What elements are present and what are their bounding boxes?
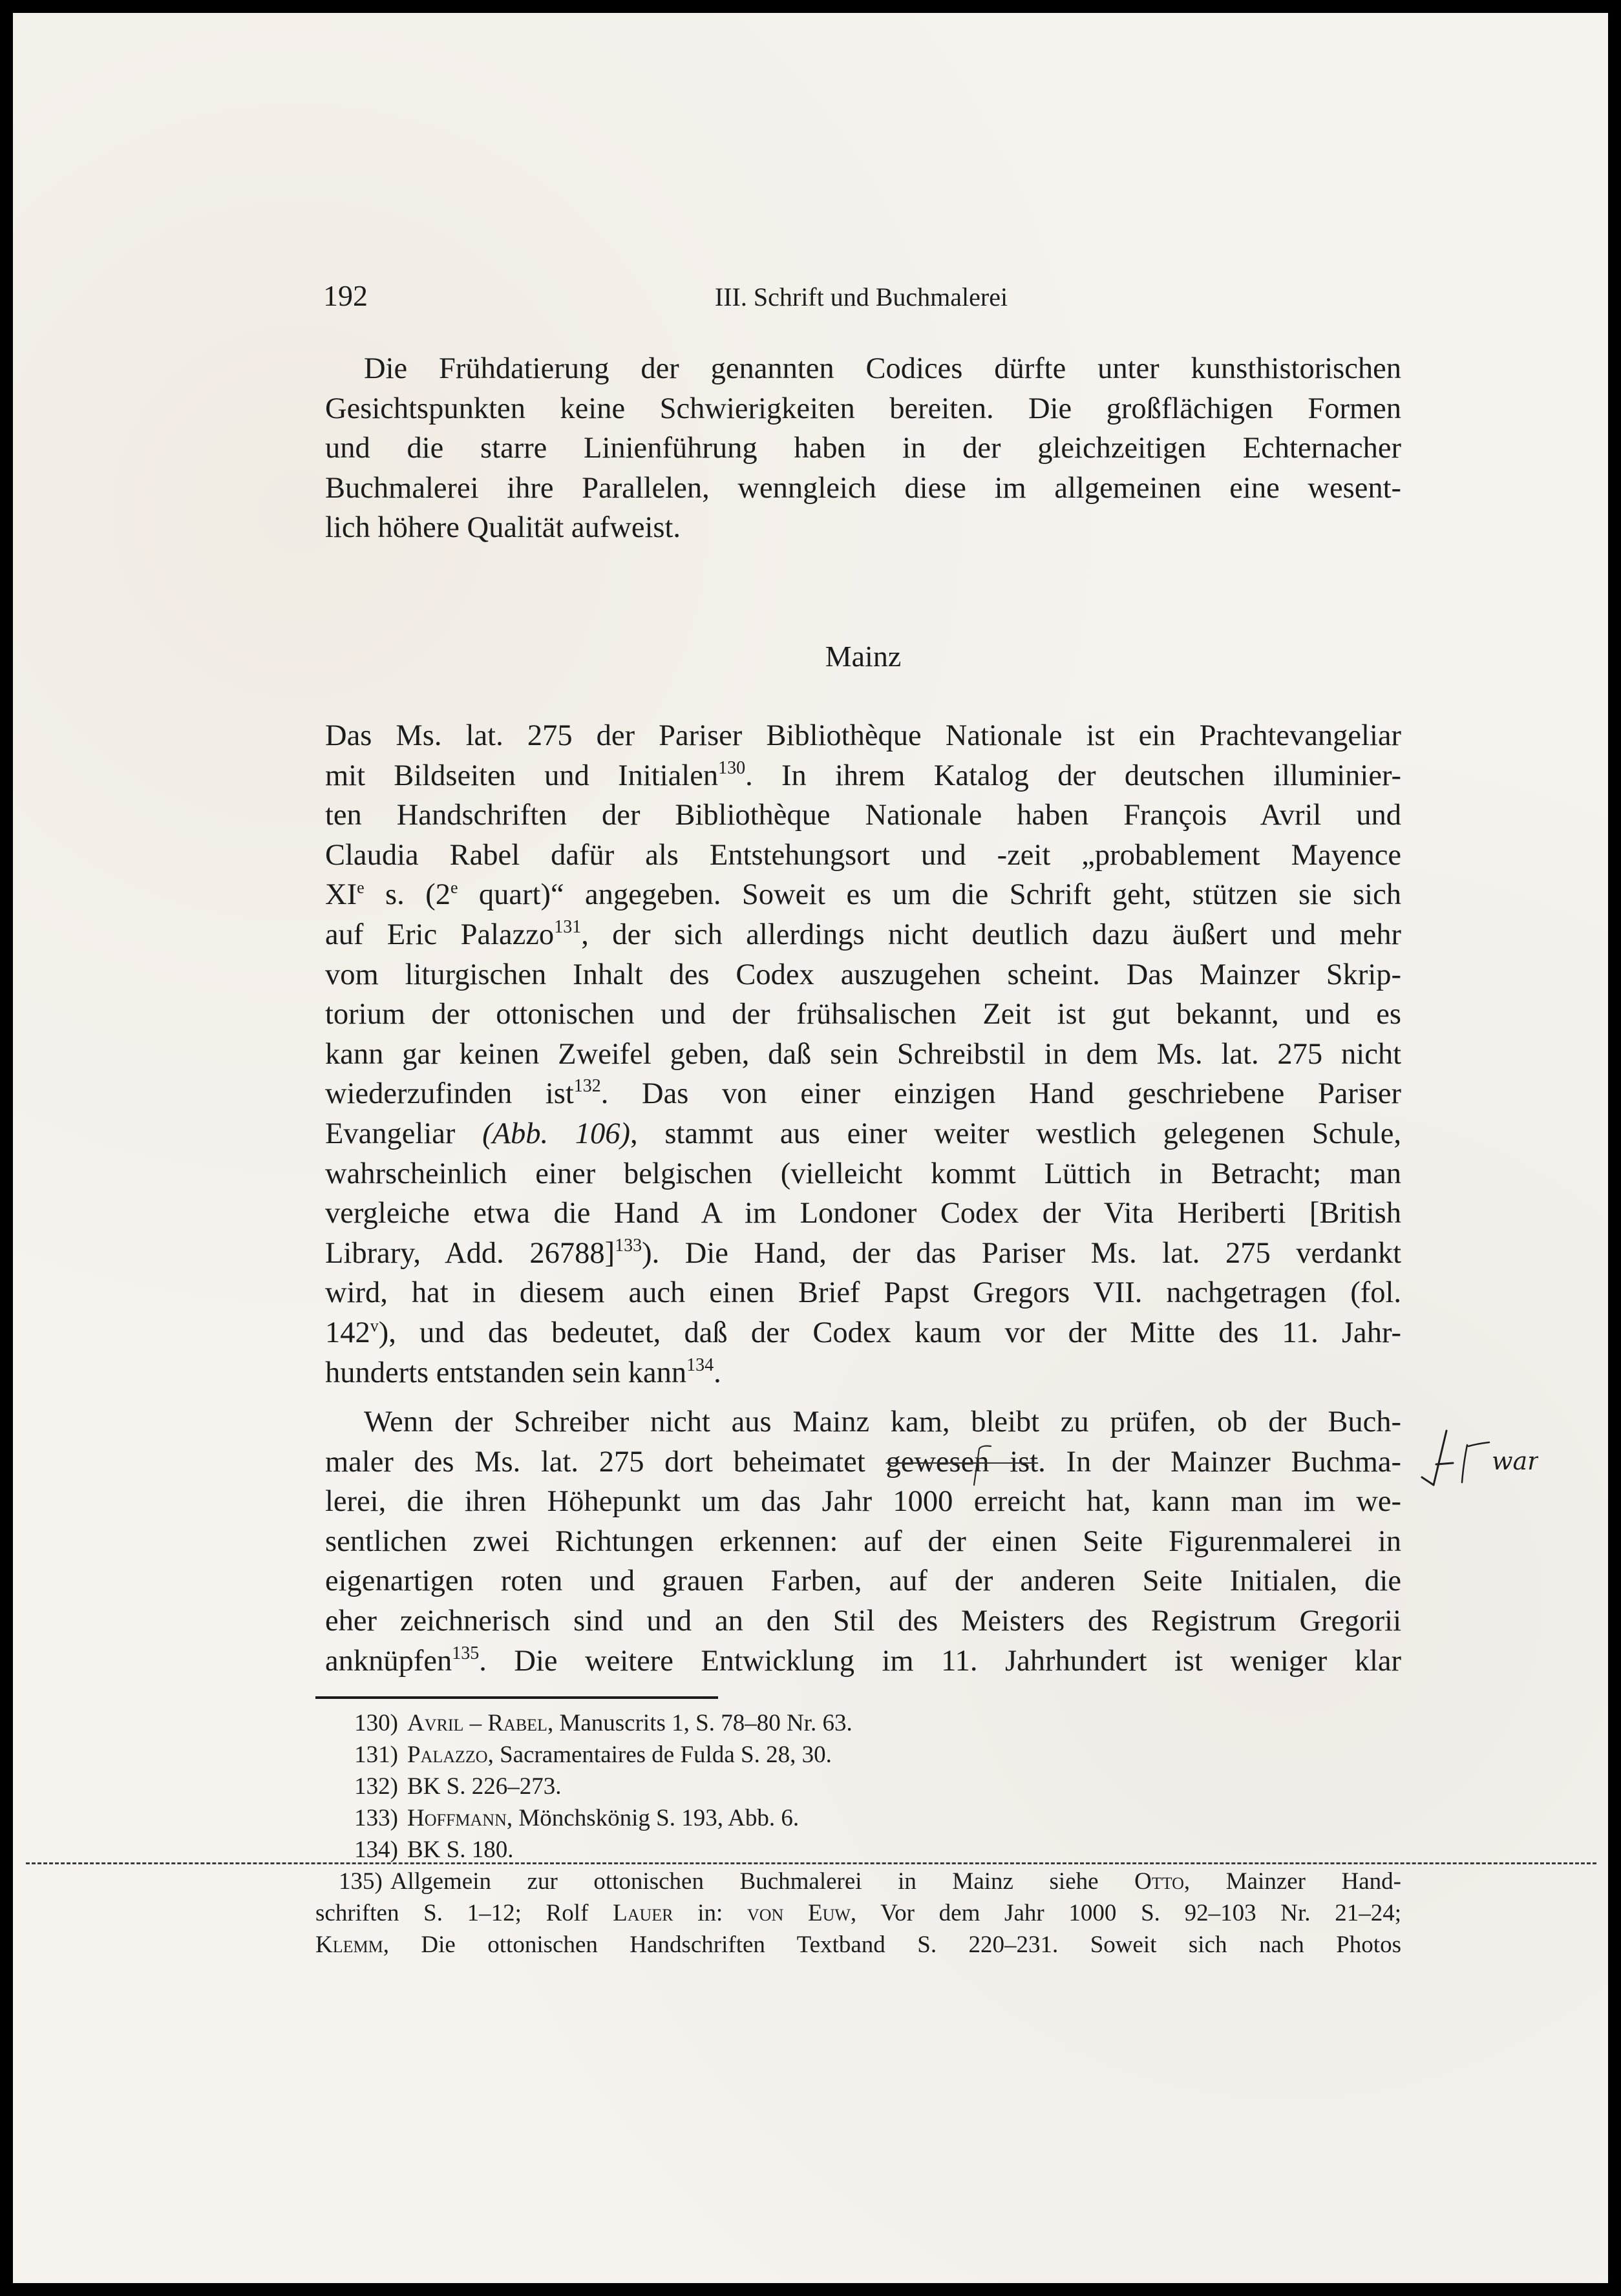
footnote-separator <box>315 1696 718 1699</box>
text-run: Evangeliar <box>325 1117 483 1150</box>
dashed-cut-line <box>26 1862 1596 1864</box>
text-run: . Die weitere Entwicklung im 11. Jahrhundert ist weniger klar <box>479 1644 1401 1678</box>
text-line: eher zeichnerisch sind und an den Stil des Meisters des Registrum Gregorii <box>325 1604 1401 1638</box>
footnote-number: 134) <box>354 1837 398 1863</box>
text-run: anknüpfen <box>325 1644 452 1678</box>
handwritten-word: war <box>1492 1447 1538 1475</box>
footnote-text: Allgemein zur ottonischen Buchmalerei in Mainz siehe <box>390 1868 1135 1895</box>
text-line <box>325 1234 1401 1274</box>
footnote-author: Hoffmann <box>407 1805 507 1831</box>
text-line <box>325 1353 1401 1393</box>
footnote-ref[interactable]: 135 <box>452 1643 480 1663</box>
footnote-author: Palazzo <box>407 1742 488 1768</box>
insertion-mark-icon <box>962 1442 995 1488</box>
footnote-number: 133) <box>354 1805 398 1831</box>
footnote-ref[interactable]: 131 <box>554 916 582 937</box>
text-line <box>325 1114 1401 1154</box>
footnote-author: Lauer <box>613 1900 673 1926</box>
running-title: III. Schrift und Buchmalerei <box>714 282 1008 311</box>
superscript: e <box>450 878 458 898</box>
text-line: Gesichtspunkten keine Schwierigkeiten bereiten. Die großflächigen Formen <box>325 392 1401 425</box>
footnote-ref[interactable]: 133 <box>615 1235 642 1256</box>
text-line <box>325 1442 1401 1482</box>
text-line: lerei, die ihren Höhepunkt um das Jahr 1000 erreicht hat, kann man im we- <box>325 1485 1401 1519</box>
footnote-text: , Mainzer Hand- <box>1183 1868 1402 1895</box>
footnote-ref[interactable]: 132 <box>573 1076 601 1097</box>
text-run: auf Eric Palazzo <box>325 918 555 951</box>
correction-mark-icon <box>1415 1426 1538 1490</box>
text-run: . In der Mainzer Buchma- <box>1038 1445 1401 1479</box>
footnotes <box>315 1707 1401 1961</box>
paragraph-intro <box>325 349 1401 548</box>
text-run: ), und das bedeutet, daß der Codex kaum vor der Mitte des 11. Jahr- <box>378 1316 1401 1349</box>
text-run: hunderts entstanden sein kann <box>325 1356 687 1389</box>
figure-reference[interactable]: (Abb. 106) <box>482 1117 631 1150</box>
scanned-page <box>13 13 1608 2283</box>
paragraph-mainz-2 <box>325 1402 1401 1681</box>
footnote-author: Avril – Rabel <box>407 1710 547 1736</box>
text-run: wiederzufinden ist <box>325 1077 574 1111</box>
footnote-135-continued <box>315 1897 1401 1929</box>
handwritten-margin-note <box>1415 1426 1538 1490</box>
text-line: eigenartigen roten und grauen Farben, auf der anderen Seite Initialen, die <box>325 1564 1401 1598</box>
text-run: quart)“ angegeben. Soweit es um die Schrift geht, stützen sie sich <box>458 878 1401 912</box>
footnote-134 <box>315 1834 1401 1866</box>
footnote-ref[interactable]: 130 <box>718 757 746 778</box>
text-line <box>325 1313 1401 1353</box>
footnote-text: in: <box>673 1900 747 1926</box>
text-run: 142 <box>325 1316 370 1349</box>
superscript: v <box>370 1316 379 1335</box>
text-run: . Das von einer einzigen Hand geschriebene Pariser <box>600 1077 1401 1111</box>
text-line: Das Ms. lat. 275 der Pariser Bibliothèque Nationale ist ein Prachtevangeliar <box>325 719 1401 752</box>
running-head <box>323 277 1399 315</box>
footnote-132 <box>315 1771 1401 1802</box>
text-line <box>325 875 1401 915</box>
text-line: ten Handschriften der Bibliothèque Nationale haben François Avril und <box>325 799 1401 832</box>
superscript: e <box>357 878 365 898</box>
footnote-133 <box>315 1802 1401 1834</box>
text-run: Library, Add. 26788] <box>325 1236 615 1270</box>
text-line: Wenn der Schreiber nicht aus Mainz kam, bleibt zu prüfen, ob der Buch- <box>364 1406 1401 1438</box>
text-line: Claudia Rabel dafür als Entstehungsort und -zeit „probablement Mayence <box>325 838 1401 872</box>
text-line: wird, hat in diesem auch einen Brief Papst Gregors VII. nachgetragen (fol. <box>325 1276 1401 1310</box>
text-run: , stammt aus einer weiter westlich gelegenen Schule, <box>630 1117 1401 1150</box>
footnote-number: 131) <box>354 1742 398 1768</box>
section-heading: Mainz <box>825 640 902 673</box>
footnote-author: Klemm <box>315 1932 383 1958</box>
text-line: vergleiche etwa die Hand A im Londoner Codex der Vita Heriberti [British <box>325 1197 1401 1230</box>
text-run: mit Bildseiten und Initialen <box>325 759 719 792</box>
footnote-text: , Die ottonischen Handschriften Textband S. 220–231. Soweit sich nach Photos <box>383 1932 1401 1958</box>
footnote-text: , Vor dem Jahr 1000 S. 92–103 Nr. 21–24; <box>850 1900 1402 1926</box>
text-line <box>325 1074 1401 1114</box>
footnote-number: 132) <box>354 1773 398 1800</box>
text-line: sentlichen zwei Richtungen erkennen: auf der einen Seite Figurenmalerei in <box>325 1524 1401 1558</box>
footnote-author: Otto <box>1134 1868 1184 1895</box>
footnote-135-continued <box>315 1929 1401 1961</box>
footnote-ref[interactable]: 134 <box>686 1354 714 1375</box>
text-run: . <box>714 1356 721 1389</box>
footnote-text: , Sacramentaires de Fulda S. 28, 30. <box>487 1742 832 1768</box>
text-line <box>325 915 1401 955</box>
text-run: . In ihrem Katalog der deutschen illuminier- <box>745 759 1401 792</box>
text-line: vom liturgischen Inhalt des Codex auszugehen scheint. Das Mainzer Skrip- <box>325 958 1401 991</box>
paragraph-mainz-1 <box>325 716 1401 1393</box>
text-line: kann gar keinen Zweifel geben, daß sein Schreibstil in dem Ms. lat. 275 nicht <box>325 1037 1401 1071</box>
text-run: s. (2 <box>364 878 450 912</box>
text-run: XI <box>325 878 357 912</box>
text-line <box>325 756 1401 796</box>
footnote-130 <box>315 1707 1401 1739</box>
footnote-131 <box>315 1739 1401 1771</box>
page-number: 192 <box>323 279 368 312</box>
text-line: Die Frühdatierung der genannten Codices dürfte unter kunsthistorischen <box>364 352 1401 385</box>
footnote-text: , Mönchskönig S. 193, Abb. 6. <box>506 1805 800 1831</box>
text-line: und die starre Linienführung haben in der gleichzeitigen Echternacher <box>325 432 1401 465</box>
text-line: lich höhere Qualität aufweist. <box>325 511 681 545</box>
text-line: torium der ottonischen und der frühsalischen Zeit ist gut bekannt, und es <box>325 998 1401 1031</box>
text-run: , der sich allerdings nicht deutlich dazu äußert und mehr <box>581 918 1401 951</box>
footnote-author: von Euw <box>747 1900 851 1926</box>
struck-text: gewesen ist <box>885 1445 1039 1479</box>
text-line <box>325 1641 1401 1681</box>
footnote-135 <box>315 1866 1401 1897</box>
text-run: maler des Ms. lat. 275 dort beheimatet <box>325 1445 886 1479</box>
footnote-text: BK S. 180. <box>407 1837 514 1863</box>
footnote-text: BK S. 226–273. <box>407 1773 562 1800</box>
footnote-text: , Manuscrits 1, S. 78–80 Nr. 63. <box>547 1710 853 1736</box>
text-line: wahrscheinlich einer belgischen (vielleicht kommt Lüttich in Betracht; man <box>325 1157 1401 1190</box>
footnote-text: schriften S. 1–12; Rolf <box>315 1900 613 1926</box>
footnote-number: 130) <box>354 1710 398 1736</box>
text-run: ). Die Hand, der das Pariser Ms. lat. 275 verdankt <box>642 1236 1401 1270</box>
text-line: Buchmalerei ihre Parallelen, wenngleich diese im allgemeinen eine wesent- <box>325 471 1401 505</box>
footnote-number: 135) <box>339 1868 383 1895</box>
